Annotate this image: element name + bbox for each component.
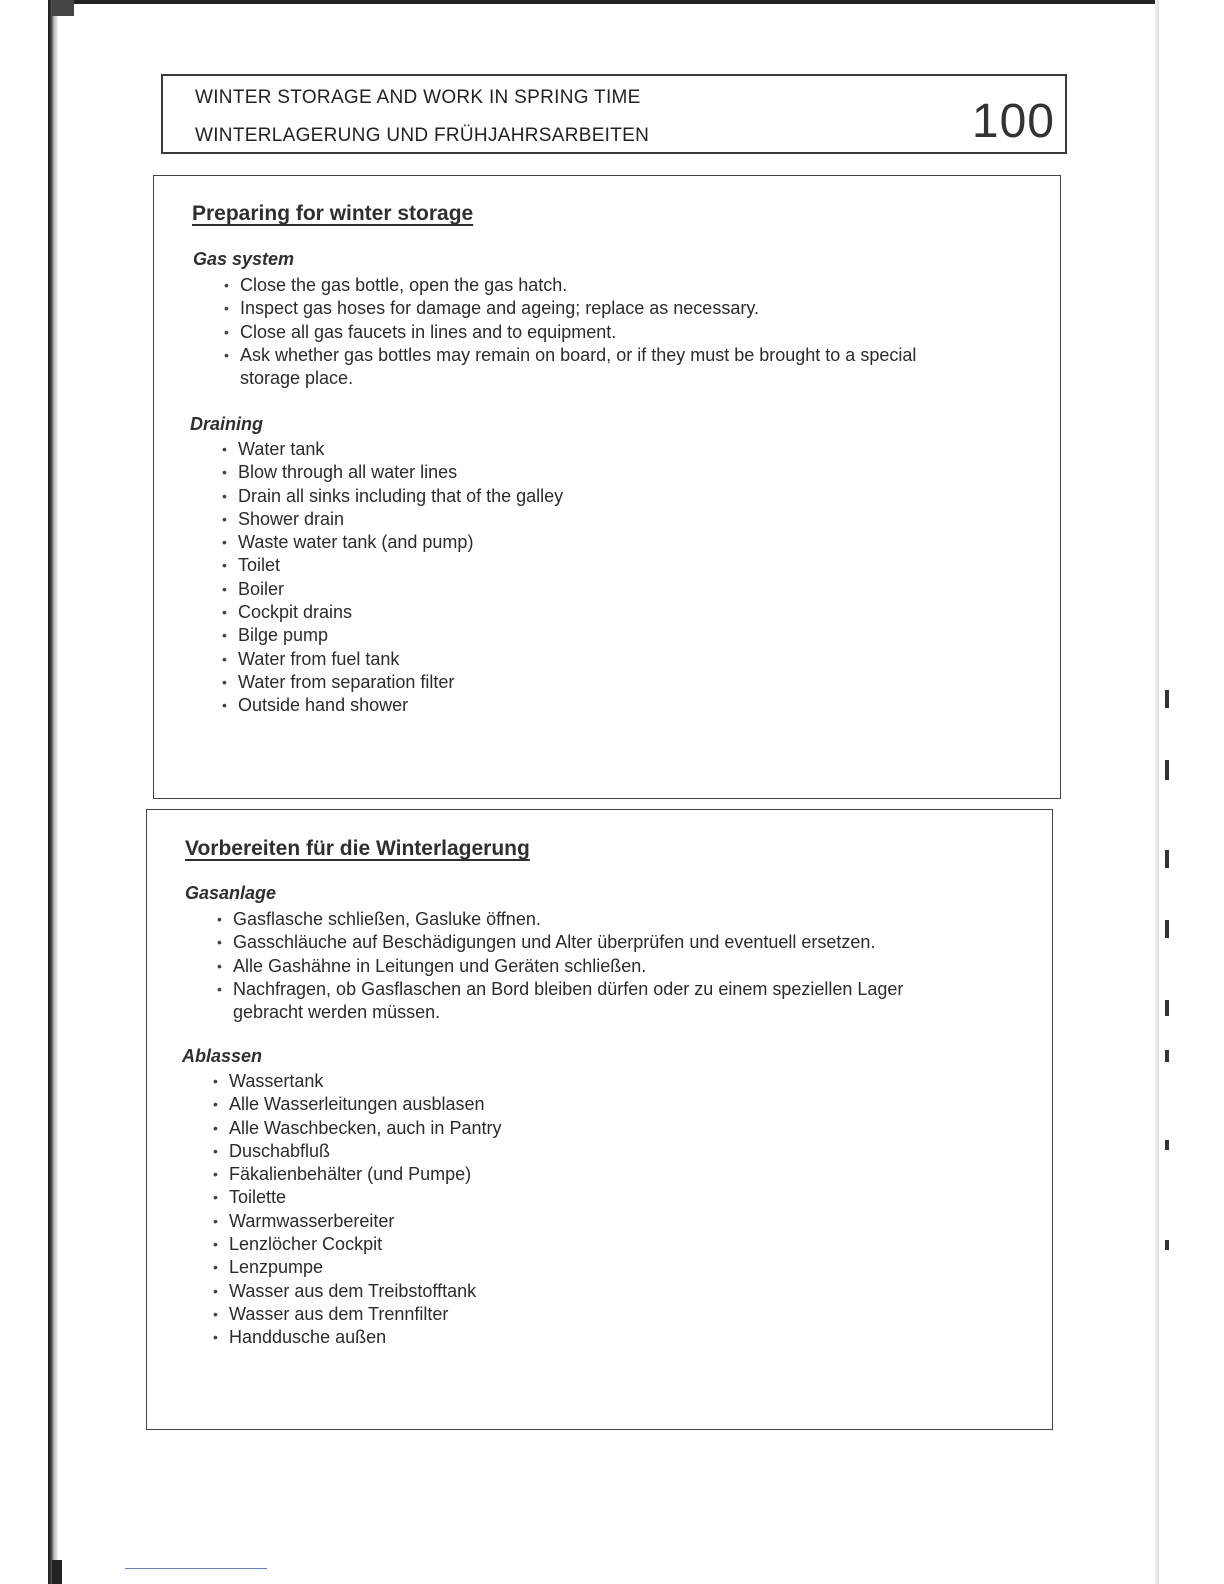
gasanlage-heading: Gasanlage [185,883,277,903]
list-item: • Duschabfluß [213,1140,913,1163]
section-german [146,809,1053,1430]
header-title-de: WINTERLAGERUNG UND FRÜHJAHRSARBEITEN [195,125,650,146]
page-number: 100 [971,95,1055,148]
list-item: • Wassertank [213,1070,913,1093]
list-item: • Outside hand shower [222,694,922,717]
edge-mark [1165,920,1169,938]
list-item: • Gasflasche schließen, Gasluke öffnen. [217,908,937,931]
section-title-en: Preparing for winter storage [192,202,474,225]
footnote-rule [125,1568,267,1569]
list-item: • Water from separation filter [222,671,922,694]
list-item: • Handdusche außen [213,1326,913,1349]
edge-mark [1165,760,1169,780]
gas-system-heading: Gas system [193,249,295,269]
scan-top-edge [52,0,1162,4]
list-item: • Close the gas bottle, open the gas hatch. [224,274,944,297]
list-item: • Inspect gas hoses for damage and ageing; replace as necessary. [224,297,944,320]
scan-right-margin [1159,0,1224,1584]
list-item: • Lenzlöcher Cockpit [213,1233,913,1256]
edge-mark [1165,1140,1169,1150]
ablassen-heading: Ablassen [182,1046,263,1066]
header-title-en: WINTER STORAGE AND WORK IN SPRING TIME [195,87,641,108]
draining-list [222,438,922,718]
list-item: • Toilet [222,554,922,577]
ablassen-list [213,1070,913,1350]
list-item: • Nachfragen, ob Gasflaschen an Bord bleiben dürfen oder zu einem speziellen Lager gebracht werden müssen. [217,978,937,1025]
list-item: • Bilge pump [222,624,922,647]
list-item: • Shower drain [222,508,922,531]
scan-corner-mark [52,0,74,16]
page-header [161,74,1067,154]
list-item: • Close all gas faucets in lines and to equipment. [224,321,944,344]
list-item: • Alle Wasserleitungen ausblasen [213,1093,913,1116]
edge-mark [1165,1240,1169,1250]
list-item: • Ask whether gas bottles may remain on board, or if they must be brought to a special storage place. [224,344,944,391]
list-item: • Toilette [213,1186,913,1209]
list-item: • Blow through all water lines [222,461,922,484]
list-item: • Drain all sinks including that of the galley [222,485,922,508]
list-item: • Boiler [222,578,922,601]
list-item: • Wasser aus dem Treibstofftank [213,1280,913,1303]
list-item: • Fäkalienbehälter (und Pumpe) [213,1163,913,1186]
list-item: • Warmwasserbereiter [213,1210,913,1233]
gas-system-list [224,274,944,390]
section-title-de: Vorbereiten für die Winterlagerung [185,837,530,860]
list-item: • Alle Waschbecken, auch in Pantry [213,1117,913,1140]
edge-mark [1165,1050,1169,1062]
list-item: • Gasschläuche auf Beschädigungen und Alter überprüfen und eventuell ersetzen. [217,931,937,954]
section-english [153,175,1061,799]
list-item: • Cockpit drains [222,601,922,624]
edge-mark [1165,690,1169,708]
draining-heading: Draining [190,414,264,434]
edge-mark [1165,1000,1169,1016]
list-item: • Water tank [222,438,922,461]
list-item: • Wasser aus dem Trennfilter [213,1303,913,1326]
list-item: • Waste water tank (and pump) [222,531,922,554]
list-item: • Water from fuel tank [222,648,922,671]
scan-bottom-mark [52,1560,62,1584]
list-item: • Alle Gashähne in Leitungen und Geräten schließen. [217,955,937,978]
gasanlage-list [217,908,937,1024]
list-item: • Lenzpumpe [213,1256,913,1279]
edge-mark [1165,850,1169,868]
scan-binding-edge [48,0,58,1584]
